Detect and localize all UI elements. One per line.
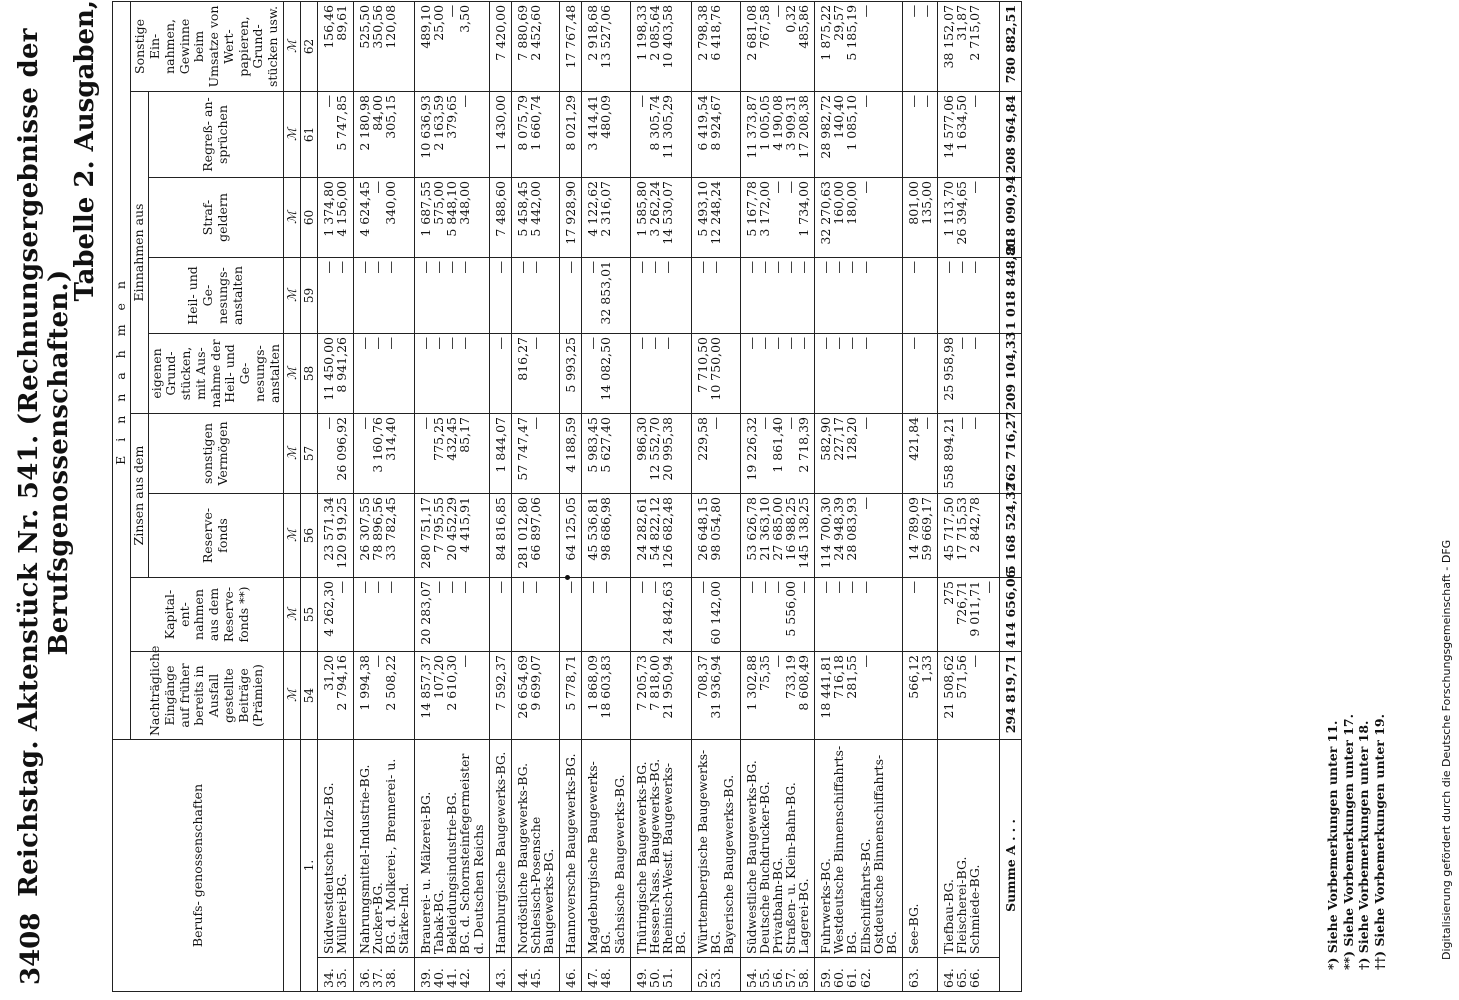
cell-c59: —: [489, 258, 511, 334]
table-row: [560, 1, 582, 991]
cell-c62: 2 798,38 6 418,76: [692, 1, 740, 91]
dfg-side-note: Digitalisierung gefördert durch die Deutsche Forschungsgemeinschaft - DFG: [1440, 539, 1453, 960]
cell-c60: 5 458,45 5 442,00: [511, 178, 559, 258]
cell-c55: — — — —: [815, 578, 903, 652]
cell-c58: —: [902, 334, 937, 414]
cell-c54: 7 592,37: [489, 652, 511, 740]
cell-c59: — — —: [353, 258, 415, 334]
cell-c62: 7 420,00: [489, 1, 511, 91]
row-number: 63.: [902, 958, 937, 992]
col-grundstuecken: eigenen Grund- stücken, mit Aus- nahme der Heil- und Ge- nesungs- anstalten: [148, 334, 284, 414]
cell-c58: 5 993,25: [560, 334, 582, 414]
unit-cell: ℳ: [284, 178, 301, 258]
cell-c60: 4 624,45 — 340,00: [353, 178, 415, 258]
cell-c60: 4 122,62 2 316,07: [582, 178, 630, 258]
row-name: Hamburgische Baugewerks-BG.: [489, 740, 511, 958]
cell-c61: 14 577,06 1 634,50 —: [938, 92, 1000, 178]
row-number: 54. 55. 56. 57. 58.: [740, 958, 815, 992]
cell-c58: — — —: [353, 334, 415, 414]
col-index-1: 1.: [301, 740, 318, 992]
table-row: [582, 1, 630, 991]
cell-c59: — — — —: [415, 258, 490, 334]
unit-cell: ℳ: [284, 578, 301, 652]
col-index-54: 54: [301, 652, 318, 740]
unit-cell: ℳ: [284, 652, 301, 740]
cell-c56: 23 571,34 120 919,25: [318, 494, 353, 578]
cell-c54: 1 302,88 75,35 — 733,19 8 608,49: [740, 652, 815, 740]
cell-c56: 53 626,78 21 363,10 27 685,00 16 988,25 145 138,25: [740, 494, 815, 578]
cell-c61: 10 636,93 2 163,59 379,65 —: [415, 92, 490, 178]
cell-c54: 1 994,38 — 2 508,22: [353, 652, 415, 740]
cell-c59: —: [902, 258, 937, 334]
cell-c59: — 32 853,01: [582, 258, 630, 334]
cell-c57: 57 747,47 —: [511, 414, 559, 494]
unit-cell: ℳ: [284, 92, 301, 178]
unit-cell: ℳ: [284, 334, 301, 414]
table-row: [902, 1, 937, 991]
cell-c61: 8 075,79 1 660,74: [511, 92, 559, 178]
sum-c55: 414 656,06: [999, 578, 1021, 652]
row-number: 49. 50. 51.: [630, 958, 692, 992]
footnotes: [1325, 714, 1388, 970]
cell-c55: — — —: [353, 578, 415, 652]
cell-c56: 24 282,61 54 822,12 126 682,48: [630, 494, 692, 578]
cell-c62: 156,46 89,61: [318, 1, 353, 91]
footnote: †) Siehe Vorbemerkungen unter 18.: [1356, 720, 1372, 970]
row-name: See-BG.: [902, 740, 937, 958]
cell-c57: 986,30 12 552,70 20 995,38: [630, 414, 692, 494]
cell-c60: 1 687,55 575,00 5 848,10 348,00: [415, 178, 490, 258]
cell-c58: — — —: [630, 334, 692, 414]
col-index-60: 60: [301, 178, 318, 258]
cell-c62: 7 880,69 2 452,60: [511, 1, 559, 91]
cell-c61: 8 021,29: [560, 92, 582, 178]
row-number: 64. 65. 66.: [938, 958, 1000, 992]
cell-c55: —: [489, 578, 511, 652]
sum-c58: 209 104,33: [999, 334, 1021, 414]
unit-cell-blank: [284, 740, 301, 992]
row-name: Thüringische Baugewerks-BG. Hessen-Nass. Baugewerks-BG. Rheinisch-Westf. Baugewerks-BG.: [630, 740, 692, 958]
cell-c62: 2 681,08 767,58 — 0,32 485,86: [740, 1, 815, 91]
cell-c58: 25 958,98 — —: [938, 334, 1000, 414]
row-number: 34. 35.: [318, 958, 353, 992]
row-name: Nahrungsmittel-Industrie-BG. Zucker-BG. BG. d. Molkerei-, Brennerei- u. Stärke-Ind.: [353, 740, 415, 958]
footnote: ††) Siehe Vorbemerkungen unter 19.: [1371, 714, 1387, 970]
cell-c59: —: [560, 258, 582, 334]
cell-c56: 26 648,15 98 054,80: [692, 494, 740, 578]
cell-c55: — —: [582, 578, 630, 652]
cell-c55: — 60 142,00: [692, 578, 740, 652]
col-index-58: 58: [301, 334, 318, 414]
cell-c57: 1 844,07: [489, 414, 511, 494]
cell-c57: 558 894,21 — —: [938, 414, 1000, 494]
row-number: 36. 37. 38.: [353, 958, 415, 992]
page-number: 3408: [16, 912, 46, 985]
table-row: [815, 1, 903, 991]
sum-c59: 1 018 848,80: [999, 258, 1021, 334]
cell-c57: 4 188,59: [560, 414, 582, 494]
table-row: [511, 1, 559, 991]
col-strafgeldern: Straf- geldern: [148, 178, 284, 258]
cell-c60: 7 488,60: [489, 178, 511, 258]
cell-c56: 45 536,81 98 686,98: [582, 494, 630, 578]
cell-c55: — —: [511, 578, 559, 652]
row-number: 47. 48.: [582, 958, 630, 992]
cell-c57: 421,84 —: [902, 414, 937, 494]
cell-c61: — 8 305,74 11 305,29: [630, 92, 692, 178]
page-title: Reichstag. Aktenstück Nr. 541. (Rechnungsergebnisse der Berufsgenossenschaften.): [14, 28, 74, 897]
col-einnahmen-aus-group: Einnahmen aus: [130, 92, 148, 414]
cell-c56: 281 012,80 66 897,06: [511, 494, 559, 578]
cell-c58: 816,27 —: [511, 334, 559, 414]
cell-c61: 2 180,98 84,00 305,15: [353, 92, 415, 178]
cell-c62: 2 918,68 13 527,06: [582, 1, 630, 91]
cell-c57: — 3 160,76 314,40: [353, 414, 415, 494]
cell-c61: 28 982,72 140,40 1 085,10 —: [815, 92, 903, 178]
cell-c56: 114 700,30 24 948,39 28 083,93 —: [815, 494, 903, 578]
sum-c56: 5 168 524,32: [999, 494, 1021, 578]
unit-cell: ℳ: [284, 258, 301, 334]
cell-c59: — —: [318, 258, 353, 334]
data-table: [112, 1, 1022, 992]
table-row: [692, 1, 740, 991]
col-nachtraeglich: Nachträgliche Eingänge auf früher bereits in Ausfall gestellte Beiträge (Prämien): [130, 652, 284, 740]
cell-c58: 11 450,00 8 941,26: [318, 334, 353, 414]
cell-c55: 4 262,30 —: [318, 578, 353, 652]
cell-c54: 566,12 1,33: [902, 652, 937, 740]
cell-c54: 7 205,73 7 818,00 21 950,94: [630, 652, 692, 740]
table-row: [740, 1, 815, 991]
sum-c60: 218 090,94: [999, 178, 1021, 258]
sum-c61: 208 964,84: [999, 92, 1021, 178]
unit-cell: ℳ: [284, 1, 301, 91]
cell-c58: —: [489, 334, 511, 414]
cell-c56: 280 751,17 7 795,55 20 452,29 4 415,91: [415, 494, 490, 578]
row-name: Hannoversche Baugewerks-BG.: [560, 740, 582, 958]
cell-c62: — —: [902, 1, 937, 91]
cell-c55: — — 24 842,63: [630, 578, 692, 652]
col-index-55: 55: [301, 578, 318, 652]
footnote: **) Siehe Vorbemerkungen unter 17.: [1340, 714, 1356, 970]
cell-c60: 1 374,80 4 156,00: [318, 178, 353, 258]
col-kapital: Kapital- ent- nahmen aus dem Reserve- fonds **): [130, 578, 284, 652]
cell-c54: 26 654,69 9 699,07: [511, 652, 559, 740]
row-number: 39. 40. 41. 42.: [415, 958, 490, 992]
cell-c55: — — — 5 556,00 —: [740, 578, 815, 652]
cell-c54: 18 441,81 716,18 281,55 —: [815, 652, 903, 740]
table-row: [489, 1, 511, 991]
cell-c62: 489,10 25,00 — 3,50: [415, 1, 490, 91]
row-name: Magdeburgische Baugewerks-BG. Sächsische Baugewerks-BG.: [582, 740, 630, 958]
cell-c58: — — — —: [815, 334, 903, 414]
table-row: [630, 1, 692, 991]
cell-c62: 38 152,07 31,87 2 715,07: [938, 1, 1000, 91]
cell-c58: — 14 082,50: [582, 334, 630, 414]
cell-c57: 229,58 —: [692, 414, 740, 494]
cell-c59: — — —: [938, 258, 1000, 334]
cell-c59: — —: [511, 258, 559, 334]
unit-cell: ℳ: [284, 494, 301, 578]
row-name: Tiefbau-BG. Fleischerei-BG. Schmiede-BG.: [938, 740, 1000, 958]
col-index-61: 61: [301, 92, 318, 178]
cell-c61: 1 430,00: [489, 92, 511, 178]
cell-c55: —: [560, 578, 582, 652]
cell-c58: — — — —: [415, 334, 490, 414]
cell-c57: 19 226,32 — 1 861,40 — 2 718,39: [740, 414, 815, 494]
col-heilanstalten: Heil- und Ge- nesungs- anstalten: [148, 258, 284, 334]
cell-c60: 5 493,10 12 248,24: [692, 178, 740, 258]
unit-cell: ℳ: [284, 414, 301, 494]
table-row: [938, 1, 1000, 991]
row-name: Fuhrwerks-BG. Westdeutsche Binnenschiffahrts-BG. Elbschiffahrts-BG. Ostdeutsche Binnenschiffahrts-BG.: [815, 740, 903, 958]
row-name: Südwestliche Baugewerks-BG. Deutsche Buchdrucker-BG. Privatbahn-BG. Straßen- u. Klein-Bahn-BG. Lagerei-BG.: [740, 740, 815, 958]
cell-c60: 1 113,70 26 394,65 —: [938, 178, 1000, 258]
cell-c56: 26 307,55 78 896,56 33 782,45: [353, 494, 415, 578]
cell-c61: 6 419,54 8 924,67: [692, 92, 740, 178]
cell-c58: 7 710,50 10 750,00: [692, 334, 740, 414]
row-name: Südwestdeutsche Holz-BG. Müllerei-BG.: [318, 740, 353, 958]
col-sonstige: Sonstige Ein- nahmen, Gewinne beim Umsatze von Wert- papieren, Grund- stücken usw.: [130, 1, 284, 91]
col-zinsen-group: Zinsen aus dem: [130, 414, 148, 578]
row-number: 43.: [489, 958, 511, 992]
cell-c61: — 5 747,85: [318, 92, 353, 178]
cell-c55: 20 283,07 — — —: [415, 578, 490, 652]
sum-c57: 762 716,27: [999, 414, 1021, 494]
cell-c62: 1 198,33 2 085,64 10 403,58: [630, 1, 692, 91]
row-number: 46.: [560, 958, 582, 992]
cell-c60: 1 585,80 3 262,24 14 530,07: [630, 178, 692, 258]
cell-c61: 3 414,41 480,09: [582, 92, 630, 178]
cell-c55: —: [902, 578, 937, 652]
cell-c57: 582,90 227,17 128,20 —: [815, 414, 903, 494]
col-berufsgenossenschaften: Berufs- genossenschaften: [113, 740, 284, 992]
footnote: *) Siehe Vorbemerkungen unter 11.: [1325, 720, 1340, 970]
cell-c60: 801,00 135,00: [902, 178, 937, 258]
cell-c54: 31,20 2 794,16: [318, 652, 353, 740]
cell-c54: 14 857,37 107,20 2 610,30 —: [415, 652, 490, 740]
table-row: [318, 1, 353, 991]
col-index-56: 56: [301, 494, 318, 578]
cell-c56: 64 125,05: [560, 494, 582, 578]
cell-c60: 17 928,90: [560, 178, 582, 258]
ink-dot: [565, 575, 570, 580]
cell-c59: — — —: [630, 258, 692, 334]
sum-label: Summe A . . .: [999, 740, 1021, 992]
cell-c59: — — — — —: [740, 258, 815, 334]
cell-c54: 708,37 31 936,94: [692, 652, 740, 740]
cell-c54: 5 778,71: [560, 652, 582, 740]
cell-c62: 17 767,48: [560, 1, 582, 91]
cell-c61: 11 373,87 1 005,05 4 190,08 3 909,31 17 208,38: [740, 92, 815, 178]
cell-c59: — — — —: [815, 258, 903, 334]
col-reservefonds: Reserve- fonds: [148, 494, 284, 578]
row-number: 44. 45.: [511, 958, 559, 992]
row-number: 59. 60. 61. 62.: [815, 958, 903, 992]
cell-c56: 14 789,09 59 669,17: [902, 494, 937, 578]
col-index-57: 57: [301, 414, 318, 494]
row-name: Nordöstliche Baugewerks-BG. Schlesisch-Posensche Baugewerks-BG.: [511, 740, 559, 958]
cell-c61: — —: [902, 92, 937, 178]
cell-c57: — 775,25 432,45 85,17: [415, 414, 490, 494]
col-index-59: 59: [301, 258, 318, 334]
cell-c59: — —: [692, 258, 740, 334]
cell-c60: 32 270,63 160,00 180,00 —: [815, 178, 903, 258]
cell-c56: 84 816,85: [489, 494, 511, 578]
cell-c57: 5 983,45 5 627,40: [582, 414, 630, 494]
table-row: [415, 1, 490, 991]
cell-c60: 5 167,78 3 172,00 — — 1 734,00: [740, 178, 815, 258]
cell-c54: 1 868,09 18 603,83: [582, 652, 630, 740]
cell-c55: 275 726,71 9 011,71 —: [938, 578, 1000, 652]
sum-c54: 294 819,71: [999, 652, 1021, 740]
col-einnahmen: E i n n a h m e n: [113, 1, 131, 739]
table-label: Tabelle 2. Ausgaben,: [70, 0, 100, 302]
row-number: 52. 53.: [692, 958, 740, 992]
cell-c56: 45 717,50 17 715,53 2 842,78: [938, 494, 1000, 578]
col-index-62: 62: [301, 1, 318, 91]
row-name: Brauerei- u. Mälzerei-BG. Tabak-BG. Bekleidungsindustrie-BG. BG. d. Schornsteinfegermeister d. Deutschen Reichs: [415, 740, 490, 958]
cell-c57: — 26 096,92: [318, 414, 353, 494]
cell-c58: — — — — —: [740, 334, 815, 414]
page-header: [6, 10, 74, 985]
cell-c54: 21 508,62 571,56 —: [938, 652, 1000, 740]
row-name: Württembergische Baugewerks-BG. Bayerische Baugewerks-BG.: [692, 740, 740, 958]
cell-c62: 525,50 350,56 120,08: [353, 1, 415, 91]
cell-c62: 1 875,22 29,57 5 185,19 —: [815, 1, 903, 91]
sum-c62: 780 882,51: [999, 1, 1021, 91]
table-row: [353, 1, 415, 991]
col-regress: Regreß- an- sprüchen: [148, 92, 284, 178]
col-sonstigen-vermoegen: sonstigen Vermögen: [148, 414, 284, 494]
